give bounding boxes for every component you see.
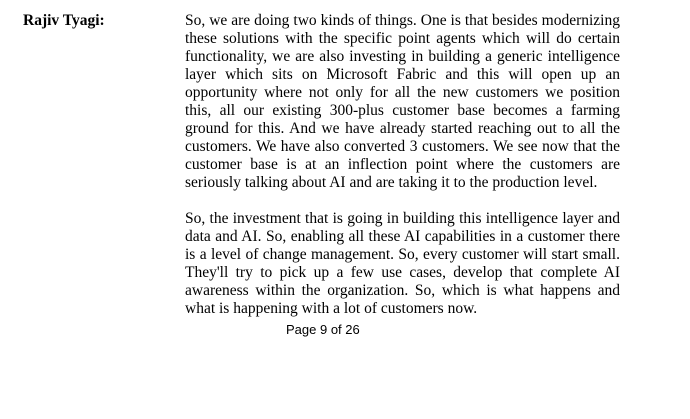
remark-paragraph-2: So, the investment that is going in building this intelligence layer and data and AI. So, enabling all these AI capabilities in a customer there is a level of change management. So, every customer will start small. They'll try to pick up a few use cases, develop that complete AI awareness within the organization. So, which is what happens and what is happening with a lot of customers now. (185, 210, 620, 317)
remark-paragraph-1: So, we are doing two kinds of things. One is that besides modernizing these solutions with the specific point agents which will do certain functionality, we are also investing in building a generic intelligence layer which sits on Microsoft Fabric and this will open up an opportunity where not only for all the new customers we position this, all our existing 300-plus customer base becomes a farming ground for this. And we have already started reaching out to all the customers. We have also converted 3 customers. We see now that the customer base is at an inflection point where the customers are seriously talking about AI and are taking it to the production level. (185, 12, 620, 191)
speaker-remarks (185, 12, 620, 318)
speaker-name: Rajiv Tyagi: (23, 12, 105, 29)
page-number: Page 9 of 26 (286, 322, 360, 337)
